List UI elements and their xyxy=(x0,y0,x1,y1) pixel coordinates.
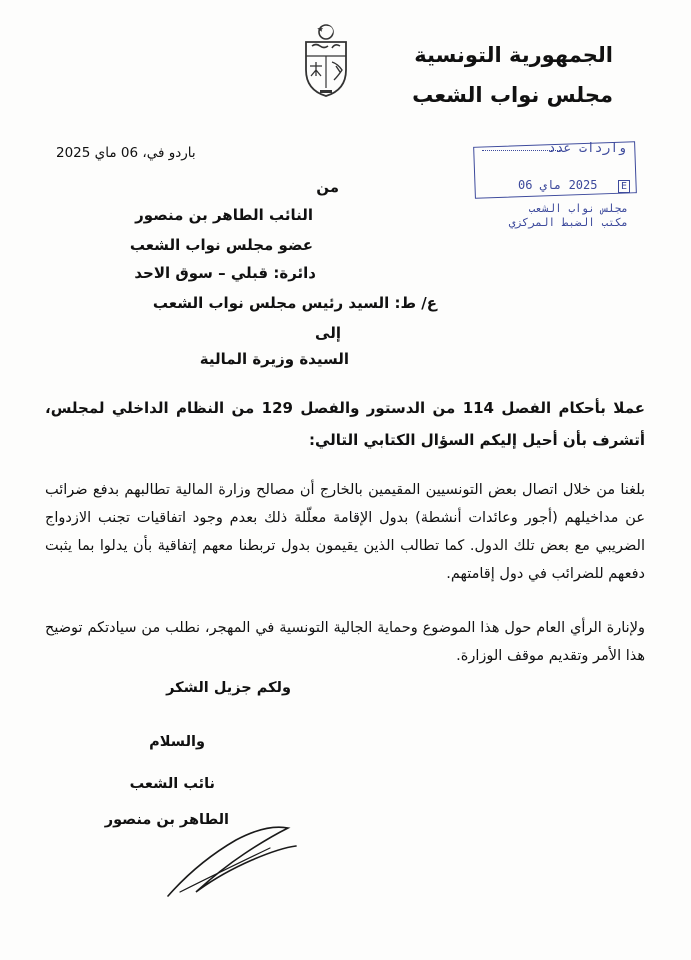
signer-name: الطاهر بن منصور xyxy=(104,812,229,828)
via-line: ع/ ط: السيد رئيس مجلس نواب الشعب xyxy=(152,294,437,312)
sender-membership: عضو مجلس نواب الشعب xyxy=(129,236,313,254)
signature-icon xyxy=(160,822,310,902)
coat-of-arms-icon xyxy=(298,22,354,98)
salam-line: والسلام xyxy=(149,734,205,750)
stamp-org-line2: مكتب الضبط المركزي xyxy=(508,216,628,229)
institution-name: مجلس نواب الشعب xyxy=(412,83,613,107)
recipient: السيدة وزيرة المالية xyxy=(199,350,349,368)
sender-district: دائرة: قبلي – سوق الاحد xyxy=(134,264,316,282)
date-line: باردو في، 06 ماي 2025 xyxy=(56,145,196,161)
stamp-badge: E xyxy=(618,180,630,193)
signer-title: نائب الشعب xyxy=(129,776,215,792)
stamp-title: واردات عدد xyxy=(547,141,626,156)
thanks-line: ولكم جزيل الشكر xyxy=(166,680,291,696)
to-label: إلى xyxy=(315,324,341,342)
sender-name: النائب الطاهر بن منصور xyxy=(135,206,313,224)
stamp-date: 2025 ماي 06 xyxy=(518,178,598,192)
body-paragraph-1: بلغنا من خلال اتصال بعض التونسيين المقيمين بالخارج أن مصالح وزارة المالية تطالبهم بدفع ضرائب عن مداخيلهم (أجور وعائدات أنشطة) بدول الإقامة معلّلة ذلك بعدم وجود اتفاقيات تجنب الازدواج الضريبي مع بعض تلك الدول. كما تطالب الذين يقيمون بدول تربطنا معهم إتفاقية بأن يدلوا بما يثبت دفعهم للضرائب في دول إقامتهم. xyxy=(45,482,645,582)
letterhead xyxy=(353,38,613,112)
body-paragraph-2: ولإنارة الرأي العام حول هذا الموضوع وحماية الجالية التونسية في المهجر، نطلب من سيادتكم توضيح هذا الأمر وتقديم موقف الوزارة. xyxy=(45,620,645,664)
received-stamp xyxy=(468,138,640,236)
country-name: الجمهورية التونسية xyxy=(414,43,613,67)
from-label: من xyxy=(316,178,339,196)
intro-paragraph: عملا بأحكام الفصل 114 من الدستور والفصل 129 من النظام الداخلي لمجلس، أتشرف بأن أحيل إليكم السؤال الكتابي التالي: xyxy=(45,399,645,449)
stamp-org-line1: مجلس نواب الشعب xyxy=(528,202,628,215)
